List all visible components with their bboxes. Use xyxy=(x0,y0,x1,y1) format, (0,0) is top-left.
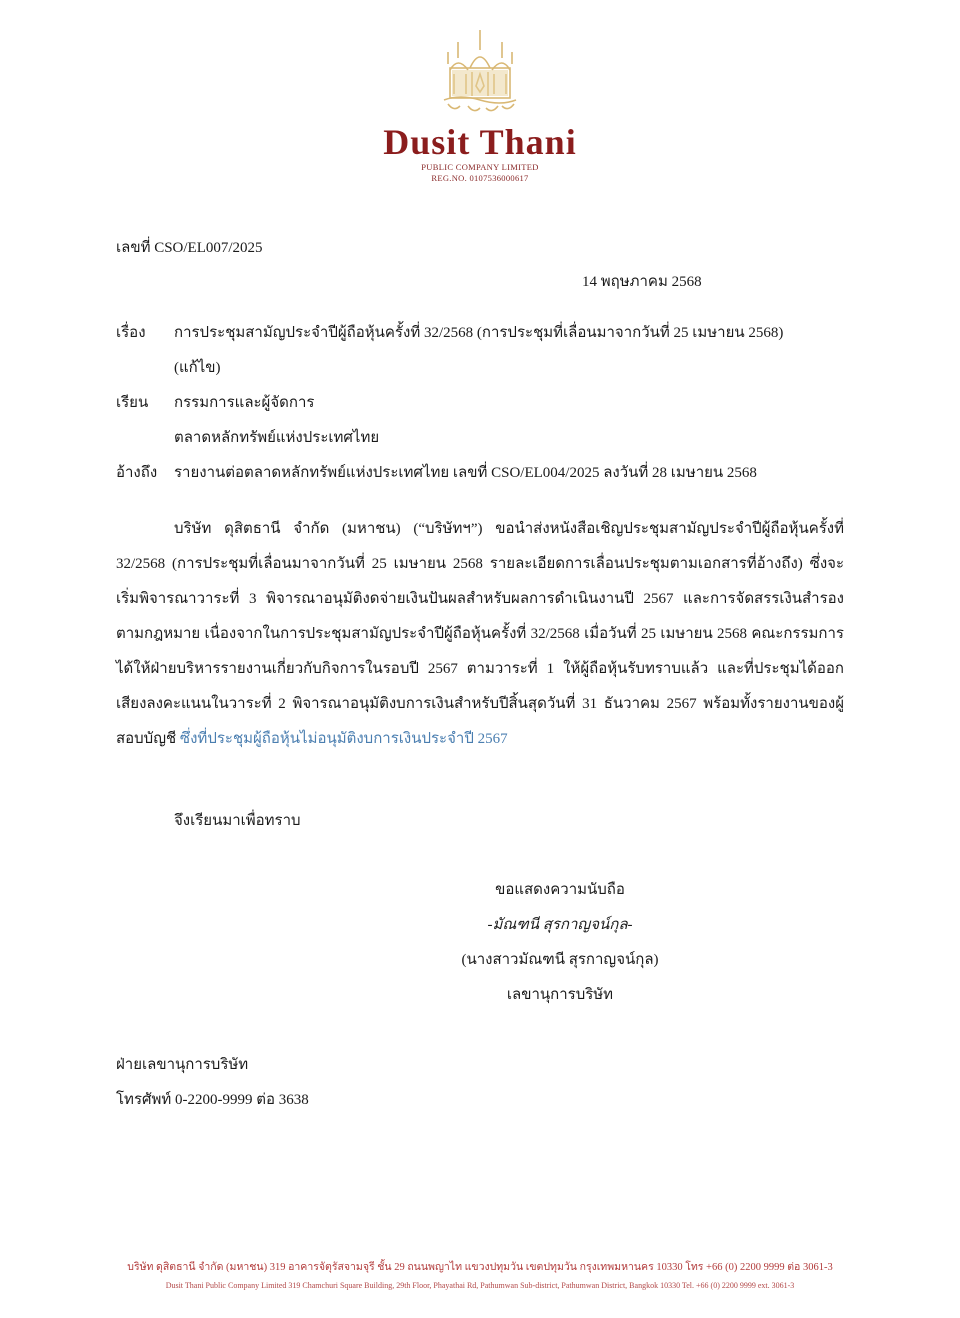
signature-signed-name: -มัณฑนี สุรกาญจน์กุล- xyxy=(487,917,633,933)
reference-number: เลขที่ CSO/EL007/2025 xyxy=(116,240,263,256)
letter-date: 14 พฤษภาคม 2568 xyxy=(582,274,702,290)
contact-phone: โทรศัพท์ 0-2200-9999 ต่อ 3638 xyxy=(116,1092,309,1108)
contact-department: ฝ่ายเลขานุการบริษัท xyxy=(116,1057,249,1073)
recipient-line-2: ตลาดหลักทรัพย์แห่งประเทศไทย xyxy=(174,430,380,446)
reference-label: อ้างถึง xyxy=(116,465,158,481)
signature-salutation: ขอแสดงความนับถือ xyxy=(495,882,625,898)
signature-title: เลขานุการบริษัท xyxy=(506,987,614,1003)
subject-label: เรื่อง xyxy=(116,325,146,341)
recipient-line-1: กรรมการและผู้จัดการ xyxy=(174,395,315,411)
subject-line-2: (แก้ไข) xyxy=(174,360,221,376)
footer-thai-address: บริษัท ดุสิตธานี จำกัด (มหาชน) 319 อาคารจัตุรัสจามจุรี ชั้น 29 ถนนพญาไท แขวงปทุมวัน เขตปทุมวัน กรุงเทพมหานคร 10330 โทร +66 (0) 2200 9999 ต่อ 3061-3 xyxy=(127,1262,833,1273)
signature-printed-name: (นางสาวมัณฑนี สุรกาญจน์กุล) xyxy=(461,952,659,968)
subject-line-1: การประชุมสามัญประจำปีผู้ถือหุ้นครั้งที่ 32/2568 (การประชุมที่เลื่อนมาจากวันที่ 25 เมษายน 2568) xyxy=(174,325,784,341)
company-type: PUBLIC COMPANY LIMITED xyxy=(421,162,539,172)
body-highlight-text: ซึ่งที่ประชุมผู้ถือหุ้นไม่อนุมัติงบการเงินประจำปี 2567 xyxy=(179,731,508,747)
brand-name: Dusit Thani xyxy=(383,122,577,162)
body-text: บริษัท ดุสิตธานี จำกัด (มหาชน) (“บริษัทฯ”) ขอนำส่งหนังสือเชิญประชุมสามัญประจำปีผู้ถือหุ้นครั้งที่ 32/2568 (การประชุมที่เลื่อนมาจากวันที่ 25 เมษายน 2568 รายละเอียดการเลื่อนประชุมตามเอกสารที่อ้างถึง) ซึ่งจะเริ่มพิจารณาวาระที่ 3 พิจารณาอนุมัติงดจ่ายเงินปันผลสำหรับผลการดำเนินงานปี 2567 และการจัดสรรเงินสำรองตามกฎหมาย เนื่องจากในการประชุมสามัญประจำปีผู้ถือหุ้นครั้งที่ 32/2568 เมื่อวันที่ 25 เมษายน 2568 คณะกรรมการได้ให้ฝ่ายบริหารรายงานเกี่ยวกับกิจการในรอบปี 2567 ตามวาระที่ 1 ให้ผู้ถือหุ้นรับทราบแล้ว และที่ประชุมได้ออกเสียงลงคะแนนในวาระที่ 2 พิจารณาอนุมัติงบการเงินสำหรับปีสิ้นสุดวันที่ 31 ธันวาคม 2567 พร้อมทั้งรายงานของผู้สอบบัญชี xyxy=(116,521,844,747)
footer-english-address: Dusit Thani Public Company Limited 319 Chamchuri Square Building, 29th Floor, Phayathai Rd, Pathumwan Sub-district, Pathumwan District, Bangkok 10330 Tel. +66 (0) 2200 9999 ext. 3061-3 xyxy=(165,1281,795,1290)
temple-emblem-icon xyxy=(440,28,520,120)
letterhead-logo xyxy=(380,28,580,184)
closing-line: จึงเรียนมาเพื่อทราบ xyxy=(174,813,301,829)
body-paragraph xyxy=(116,512,844,757)
registration-number: REG.NO. 0107536000617 xyxy=(431,173,529,183)
recipient-label: เรียน xyxy=(116,395,149,411)
reference-text: รายงานต่อตลาดหลักทรัพย์แห่งประเทศไทย เลขที่ CSO/EL004/2025 ลงวันที่ 28 เมษายน 2568 xyxy=(174,465,757,481)
